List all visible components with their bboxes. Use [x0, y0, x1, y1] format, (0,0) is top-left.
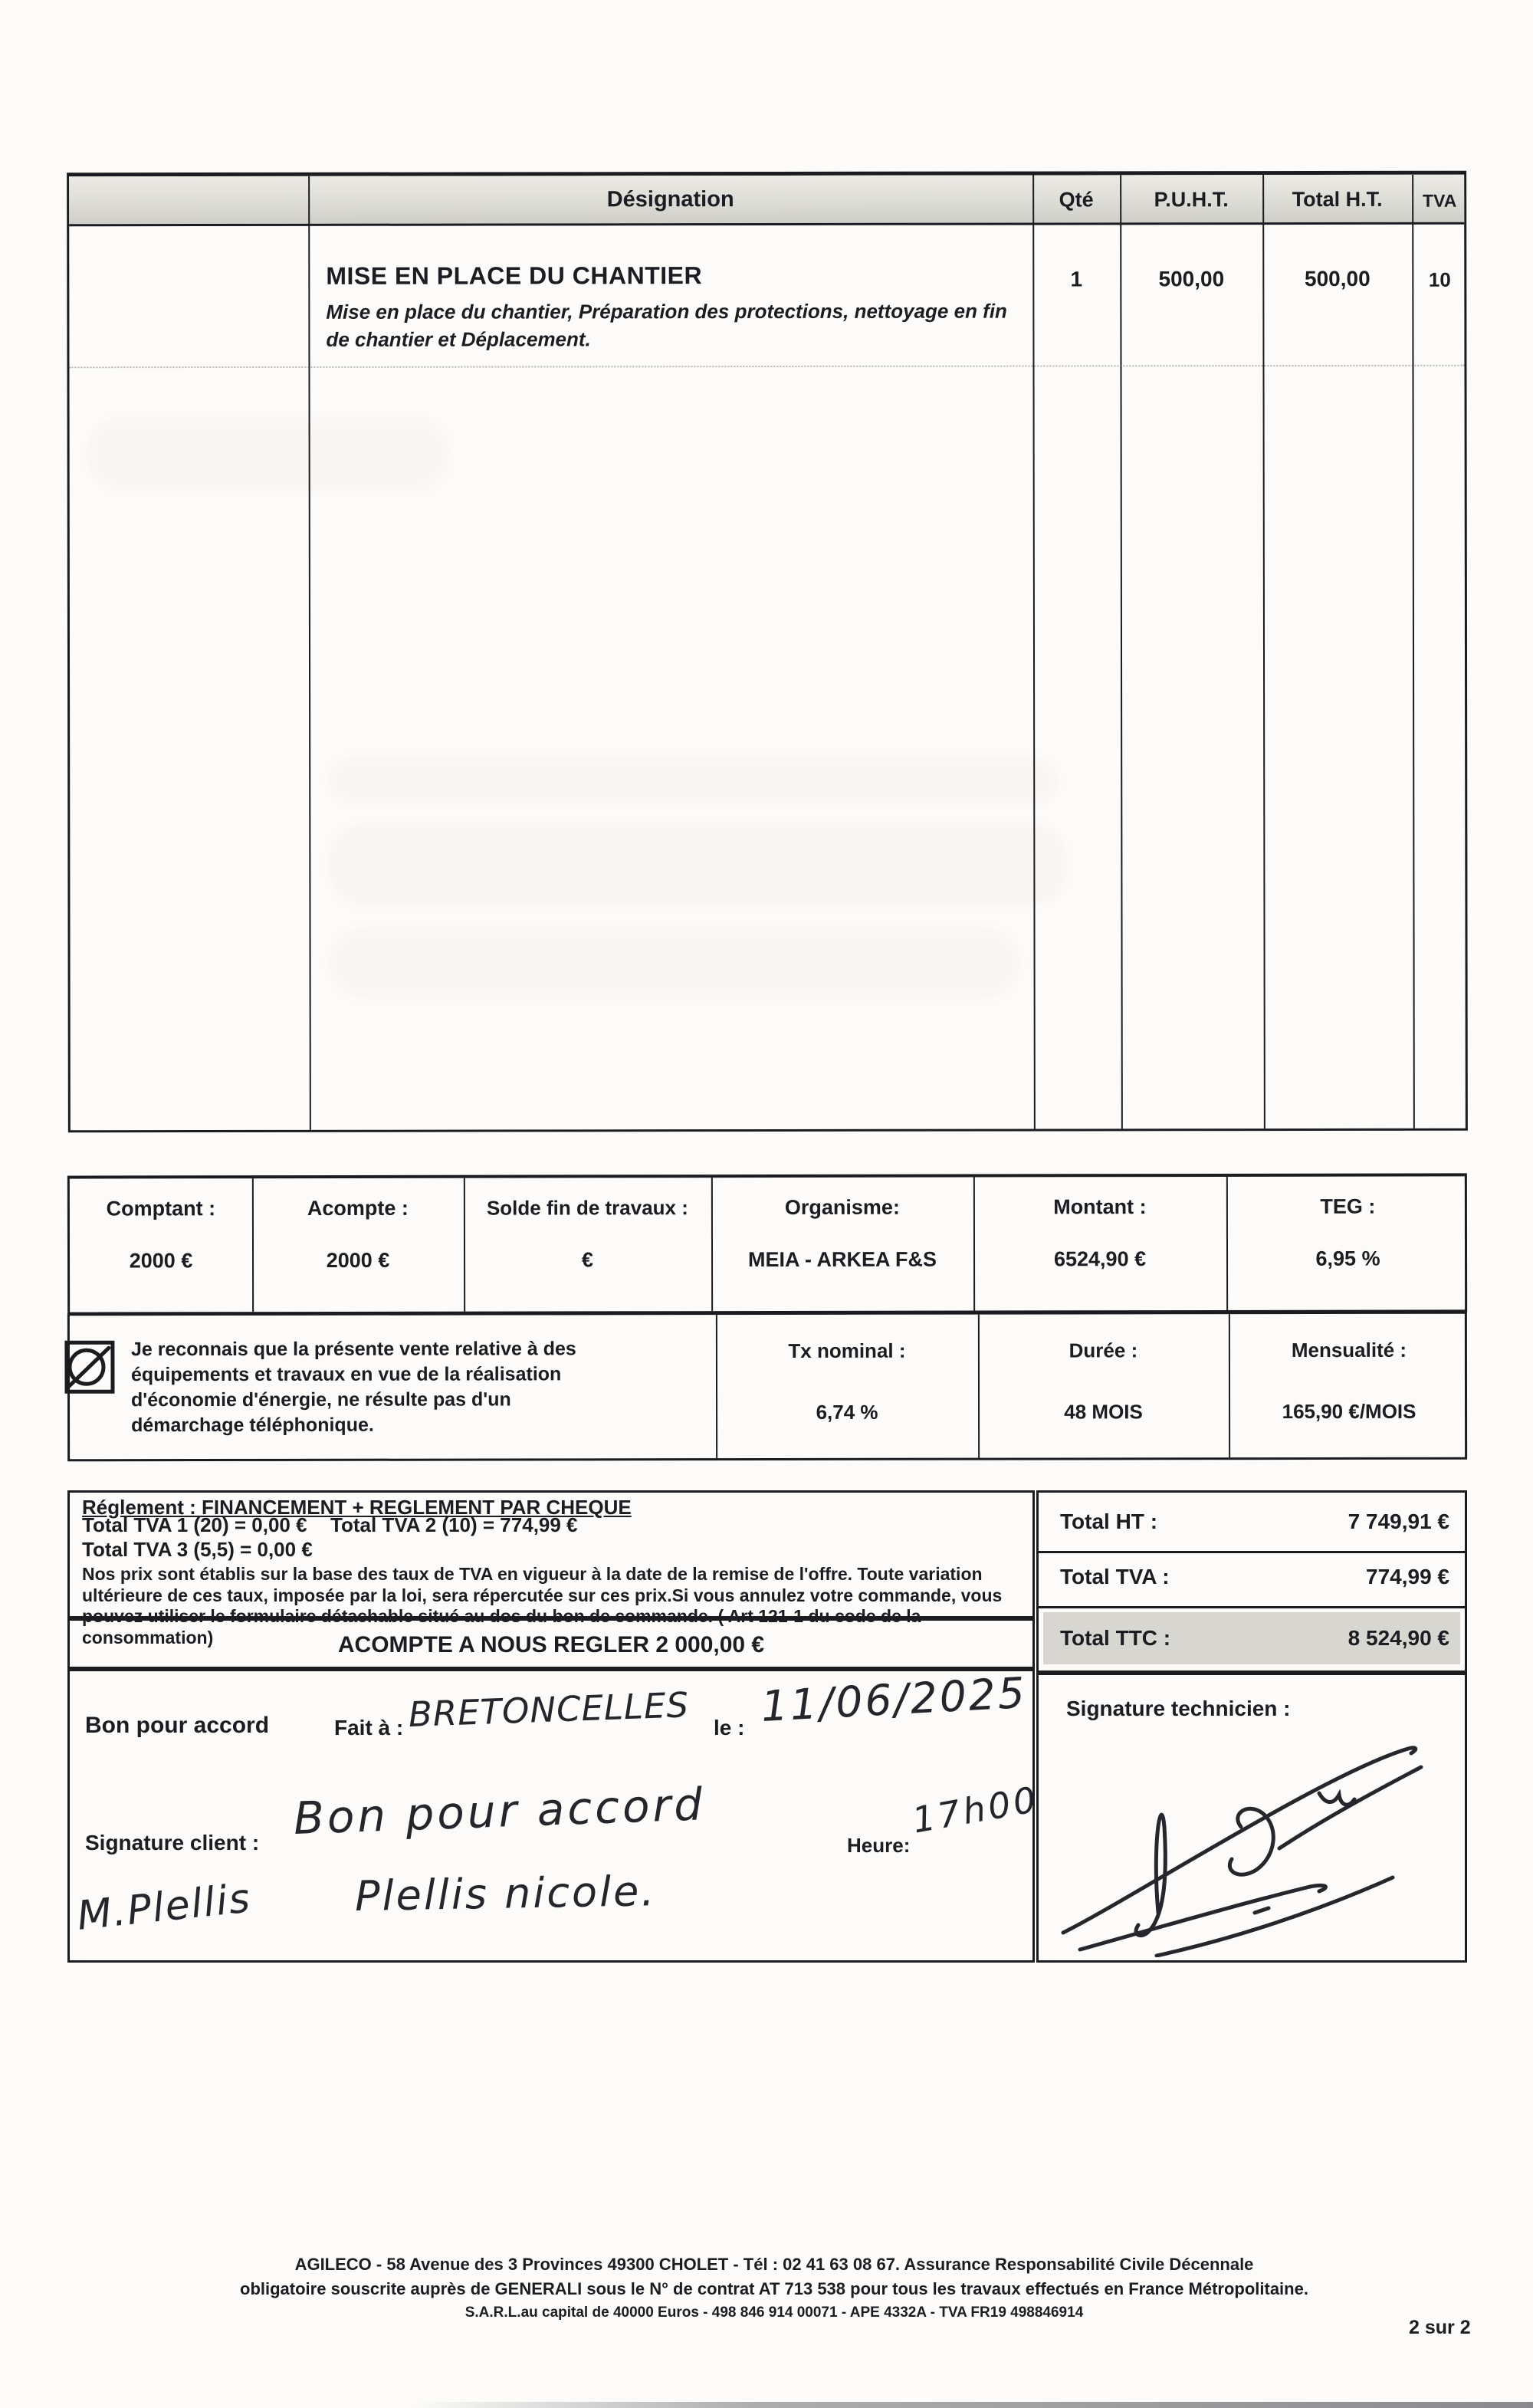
solde-label: Solde fin de travaux : [486, 1196, 688, 1220]
column-divider [716, 1315, 717, 1458]
tx-nominal-value: 6,74 % [816, 1400, 878, 1424]
item-title: MISE EN PLACE DU CHANTIER [326, 261, 703, 290]
consent-checkbox [63, 1335, 118, 1400]
col-header-total: Total H.T. [1292, 187, 1383, 212]
total-tva-value: 774,99 € [1366, 1565, 1449, 1588]
tx-nominal-label: Tx nominal : [788, 1339, 906, 1362]
column-divider [1412, 175, 1415, 1128]
teg-value: 6,95 % [1315, 1247, 1380, 1270]
mensualite-label: Mensualité : [1291, 1338, 1407, 1362]
checked-circle-icon [63, 1335, 118, 1400]
total-tva2-line: Total TVA 2 (10) = 774,99 € [330, 1513, 578, 1536]
total-ttc-label: Total TTC : [1060, 1626, 1171, 1650]
scan-edge-artifact [414, 2402, 1533, 2408]
col-header-designation: Désignation [606, 187, 734, 212]
acompte-banner-text: ACOMPTE A NOUS REGLER 2 000,00 € [337, 1632, 765, 1657]
column-divider [1120, 175, 1123, 1128]
column-divider [1229, 1314, 1230, 1457]
item-tva: 10 [1428, 268, 1451, 291]
item-description: Mise en place du chantier, Préparation des protections, nettoyage en fin de chantier et Déplacement. [326, 299, 1007, 351]
row-divider [1039, 1551, 1465, 1553]
financing-table [67, 1173, 1467, 1314]
comptant-value: 2000 € [129, 1249, 193, 1273]
col-header-tva: TVA [1423, 190, 1457, 211]
totals-box [1036, 1490, 1467, 1673]
signature-technicien-label: Signature technicien : [1066, 1697, 1291, 1720]
technician-signature-box [1036, 1673, 1467, 1963]
teg-label: TEG : [1320, 1194, 1376, 1218]
montant-value: 6524,90 € [1053, 1247, 1147, 1271]
column-divider [1032, 176, 1036, 1129]
organisme-value: MEIA - ARKEA F&S [748, 1247, 937, 1272]
footer-line2: obligatoire souscrite auprès de GENERALI sous le N° de contrat AT 713 538 pour tous les travaux effectués en France Métropolitaine. [240, 2279, 1308, 2298]
handwritten-time: 17h00 [909, 1778, 1042, 1841]
fait-a-handwritten-city: BRETONCELLES [408, 1684, 690, 1735]
acompte-banner [67, 1618, 1035, 1669]
bon-pour-accord-label: Bon pour accord [85, 1713, 270, 1738]
technician-signature-scribble [1049, 1720, 1457, 1957]
client-approval-box [67, 1667, 1042, 1963]
total-ttc-value: 8 524,90 € [1348, 1626, 1449, 1650]
col-header-qty: Qté [1059, 188, 1094, 212]
acompte-value: 2000 € [326, 1248, 390, 1273]
row-divider [1039, 1606, 1465, 1608]
duree-label: Durée : [1069, 1339, 1138, 1362]
total-tva1-line: Total TVA 1 (20) = 0,00 € [82, 1513, 307, 1536]
footer-line3: S.A.R.L.au capital de 40000 Euros - 498 846 914 00071 - APE 4332A - TVA FR19 498846914 [464, 2305, 1084, 2321]
montant-label: Montant : [1053, 1195, 1147, 1219]
duree-value: 48 MOIS [1064, 1400, 1143, 1424]
item-qty: 1 [1070, 267, 1083, 291]
declaration-text: Je reconnais que la présente vente relative à des équipements et travaux en vue de la réalisation d'économie d'énergie, ne résulte pas d'un démarchage téléphonique. [130, 1338, 576, 1437]
column-divider [978, 1315, 980, 1458]
column-divider [1262, 175, 1265, 1128]
item-unit-price: 500,00 [1158, 267, 1225, 291]
column-divider [308, 176, 311, 1130]
le-label: le : [714, 1716, 745, 1739]
total-tva-label: Total TVA : [1060, 1565, 1170, 1588]
terms-paragraph: Nos prix sont établis sur la base des taux de TVA en vigueur à la date de la remise de l'offre. Toute variation ultérieure de ces taux, imposée par la loi, sera répercutée sur ces prix.Si vous annulez votre commande, vous pouvez utiliser le formulaire détachable situé au dos du bon de commande. ( Art 121-1 du code de la consommation) [82, 1564, 1003, 1647]
total-ht-value: 7 749,91 € [1348, 1510, 1449, 1533]
financing-declaration-table [67, 1312, 1467, 1462]
client-mention-line1: Bon pour accord [292, 1778, 707, 1845]
total-tva3-line: Total TVA 3 (5,5) = 0,00 € [82, 1538, 313, 1561]
row-separator-dotted [69, 365, 1464, 369]
page-number: 2 sur 2 [1409, 2317, 1471, 2338]
col-header-unit-price: P.U.H.T. [1154, 188, 1229, 212]
comptant-label: Comptant : [106, 1197, 216, 1220]
mensualite-value: 165,90 €/MOIS [1282, 1399, 1416, 1424]
reglement-title: Réglement : FINANCEMENT + REGLEMENT PAR CHEQUE [82, 1496, 632, 1519]
items-table [67, 171, 1468, 1133]
client-mention-line2: Plellis nicole. [354, 1867, 657, 1920]
footer [61, 2252, 1487, 2324]
heure-label: Heure: [847, 1834, 911, 1857]
signature-client-label: Signature client : [85, 1831, 260, 1854]
organisme-label: Organisme: [784, 1195, 900, 1219]
solde-value: € [581, 1248, 594, 1272]
handwritten-date: 11/06/2025 [760, 1667, 1029, 1731]
total-ht-label: Total HT : [1060, 1510, 1158, 1533]
total-ttc-highlight [1043, 1612, 1460, 1664]
fait-a-label: Fait à : [334, 1716, 404, 1739]
item-total: 500,00 [1304, 266, 1371, 291]
client-signature-scribble: M.Plellis [74, 1875, 254, 1940]
acompte-label: Acompte : [307, 1196, 409, 1220]
footer-line1: AGILECO - 58 Avenue des 3 Provinces 49300 CHOLET - Tél : 02 41 63 08 67. Assurance Responsabilité Civile Décennale [294, 2255, 1254, 2274]
